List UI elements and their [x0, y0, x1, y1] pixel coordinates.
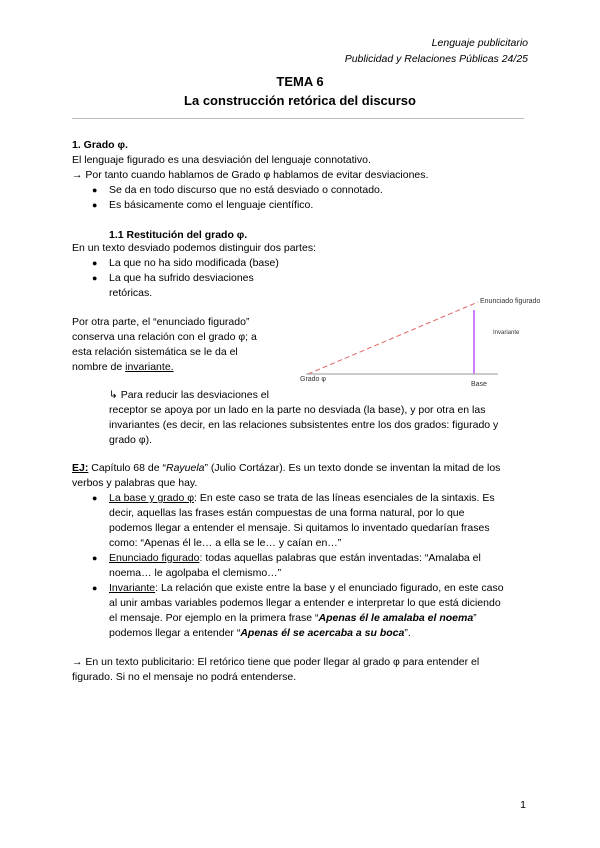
page-number: 1: [520, 799, 526, 811]
header-degree: Publicidad y Relaciones Públicas 24/25: [344, 53, 528, 65]
title-divider: [72, 118, 524, 119]
example-line-1: [72, 461, 500, 476]
section-1-1-bullet-2b: retóricas.: [109, 287, 153, 299]
example-bullet-1-line-4: como: “Apenas él le… a ella se le… y caían en…”: [109, 537, 342, 549]
section-1-heading: 1. Grado φ.: [72, 139, 128, 151]
example-bullet-1-line-2: decir, aquellas las frases están compuestas de una forma natural, por lo que: [109, 507, 465, 519]
example-bullet-3-line-3: [109, 611, 477, 626]
label-invariante: Invariante: [493, 330, 520, 336]
example-bullet-2-line-2: noema… le agolpaba el clemismo…”: [109, 567, 282, 579]
invariant-paragraph-line-4: [72, 360, 174, 375]
page-subtitle: La construcción retórica del discurso: [184, 93, 416, 108]
example-quote-meaning: Apenas él se acercaba a su boca: [240, 627, 405, 639]
example-bullet-3-line-2: al unir ambas variables podemos llegar a entender e interpretar lo que está diciendo: [109, 597, 501, 609]
section-1-1-intro: En un texto desviado podemos distinguir dos partes:: [72, 242, 316, 254]
invariante-term: Invariante: [109, 582, 156, 594]
example-quote-intro-2: podemos llegar a entender “: [109, 627, 241, 639]
section-1-bullet-2: Es básicamente como el lenguaje científico.: [109, 199, 314, 211]
base-term: La base y grado φ: [109, 492, 195, 504]
bullet-dot: ●: [92, 258, 98, 268]
bullet-dot: ●: [92, 553, 98, 563]
invariant-term: invariante.: [125, 361, 174, 373]
label-base: Base: [471, 381, 487, 388]
figurado-definition: : todas aquellas palabras que están inventadas: “Amalaba el: [199, 552, 481, 564]
label-grado: Grado φ: [300, 376, 326, 383]
bullet-dot: ●: [92, 273, 98, 283]
example-label: EJ:: [72, 462, 89, 474]
example-bullet-3-line-4: [109, 626, 411, 641]
label-enunciado-figurado: Enunciado figurado: [480, 298, 541, 305]
example-quote-intro: el mensaje. Por ejemplo en la primera frase “: [109, 612, 319, 624]
invariante-definition: : La relación que existe entre la base y el enunciado figurado, en este caso: [155, 582, 504, 594]
figurado-dashed-line: [308, 302, 478, 374]
bullet-dot: ●: [92, 185, 98, 195]
base-definition: : En este caso se trata de las líneas esenciales de la sintaxis. Es: [194, 492, 495, 504]
bullet-dot: ●: [92, 583, 98, 593]
closing-line-1: → En un texto publicitario: El retórico tiene que poder llegar al grado φ para entender el: [72, 656, 480, 668]
section-1-line-2: → Por tanto cuando hablamos de Grado φ hablamos de evitar desviaciones.: [72, 169, 429, 181]
figurado-term: Enunciado figurado: [109, 552, 200, 564]
section-1-1-bullet-1: La que no ha sido modificada (base): [109, 257, 279, 269]
section-1-line-1: El lenguaje figurado es una desviación del lenguaje connotativo.: [72, 154, 371, 166]
invariant-paragraph-line-2: conserva una relación con el grado φ; a: [72, 331, 257, 343]
example-book-title: Rayuela: [165, 462, 205, 474]
subpoint-line-1: ↳ Para reducir las desviaciones el: [109, 389, 269, 401]
subpoint-line-3: invariantes (es decir, en las relaciones subsistentes entre los dos grados: figurado y: [109, 419, 499, 431]
example-quote-close: ”: [473, 612, 477, 624]
example-bullet-1-line-3: podemos llegar a entender el mensaje. Si quitamos lo inventado quedarían frases: [109, 522, 490, 534]
section-1-1-bullet-2a: La que ha sufrido desviaciones: [109, 272, 254, 284]
subpoint-line-4: grado φ).: [109, 434, 152, 446]
closing-line-2: figurado. Si no el mensaje no podrá entenderse.: [72, 671, 297, 683]
example-text-a: Capítulo 68 de “: [88, 462, 166, 474]
example-text-b: ” (Julio Cortázar). Es un texto donde se inventan la mitad de los: [204, 462, 501, 474]
header-course: Lenguaje publicitario: [431, 37, 528, 49]
page-title: TEMA 6: [276, 74, 324, 89]
subpoint-line-2: receptor se apoya por un lado en la parte no desviada (la base), y por otra en las: [109, 404, 486, 416]
bullet-dot: ●: [92, 200, 98, 210]
grade-diagram: [290, 290, 560, 390]
example-bullet-1-line-1: [109, 491, 495, 506]
example-bullet-3-line-1: [109, 581, 504, 596]
example-bullet-2-line-1: [109, 551, 481, 566]
example-quote-figurado: Apenas él le amalaba el noema: [318, 612, 474, 624]
invariant-paragraph-line-3: esta relación sistemática se le da el: [72, 346, 238, 358]
bullet-dot: ●: [92, 493, 98, 503]
invariant-paragraph-line-1: Por otra parte, el “enunciado figurado”: [72, 316, 250, 328]
section-1-bullet-1: Se da en todo discurso que no está desviado o connotado.: [109, 184, 383, 196]
example-quote-close-2: ”.: [404, 627, 411, 639]
example-line-2: verbos y palabras que hay.: [72, 477, 198, 489]
invariant-paragraph-prefix: nombre de: [72, 361, 126, 373]
section-1-1-heading: 1.1 Restitución del grado φ.: [109, 229, 248, 241]
